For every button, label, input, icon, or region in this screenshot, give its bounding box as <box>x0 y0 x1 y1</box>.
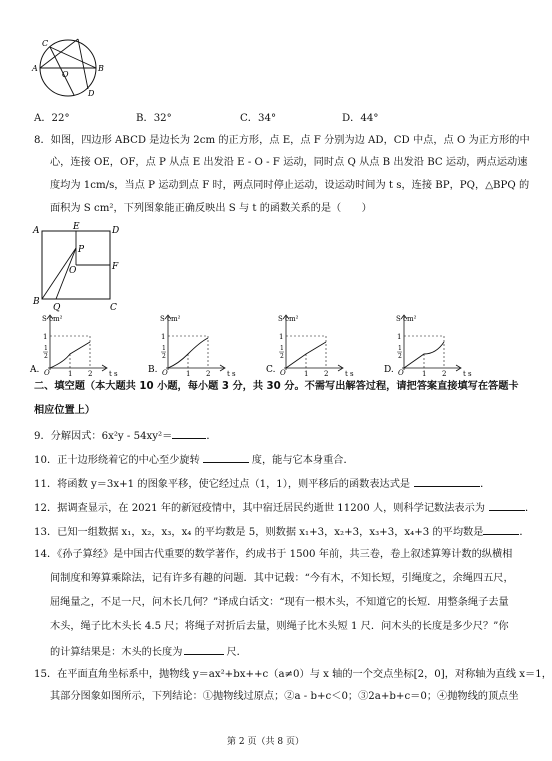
graph-y-tick-half-den: 2 <box>398 353 402 360</box>
graph-x-tick-2: 2 <box>206 370 211 378</box>
q7-option-b: B．32° <box>136 113 172 124</box>
q7-circle-figure <box>30 35 110 97</box>
q7-option-c: C．34° <box>240 113 277 124</box>
q13: 13．已知一组数据 x₁，x₂，x₃，x₄ 的平均数是 5，则数据 x₁+3，x₂+3，x₃+3，x₄+3 的平均数是 ． <box>34 524 530 540</box>
graph-x-tick-2: 2 <box>324 370 329 378</box>
graph-y-tick-1: 1 <box>161 333 166 341</box>
graph-y-tick-half-den: 2 <box>44 353 48 360</box>
graph-y-label: S cm² <box>160 315 181 323</box>
q11: 11．将函数 y＝3x+1 的图象平移，使它经过点（1，1），则平移后的函数表达式是 ． <box>34 476 490 492</box>
q13-answer-blank[interactable] <box>483 524 519 535</box>
q8-graph-option-3[interactable] <box>266 312 378 379</box>
graph-y-tick-half-num: 1 <box>44 345 48 352</box>
q8-line-4: 面积为 S cm²，下列图象能正确反映出 S 与 t 的函数关系的是（ ） <box>50 203 372 214</box>
q8-line-3: 度均为 1cm/s，当点 P 运动到点 F 时，两点同时停止运动，设运动时间为 t s，连接 BP，PQ，△BPQ 的 <box>50 180 530 191</box>
graph-x-label: t s <box>345 370 354 378</box>
graph-option-label: A. <box>30 365 40 375</box>
graph-x-tick-1: 1 <box>186 370 191 378</box>
q8-graph-option-2[interactable] <box>148 312 260 379</box>
graph-y-tick-half-den: 2 <box>280 353 284 360</box>
q8-graph-option-4[interactable] <box>384 312 496 379</box>
q8-label-o: O <box>69 266 77 276</box>
q8-label-p: P <box>78 245 85 255</box>
q8-square-figure <box>30 222 130 314</box>
q14-line-2: 间制度和筹算乘除法，记有许多有趣的问题．其中记载：“今有木，不知长短，引绳度之，余绳四五尺， <box>50 573 514 584</box>
q8-label-e: E <box>73 222 80 232</box>
graph-origin: O <box>280 369 286 377</box>
graph-y-label: S cm² <box>396 315 417 323</box>
q8-line-1: 8．如图，四边形 ABCD 是边长为 2cm 的正方形，点 E，点 F 分别为边 AD，CD 中点，点 O 为正方形的中 <box>34 135 530 146</box>
q8-label-a: A <box>33 226 40 236</box>
graph-x-tick-2: 2 <box>442 370 447 378</box>
graph-y-tick-1: 1 <box>279 333 284 341</box>
q15-line-1: 15．在平面直角坐标系中，抛物线 y＝ax²+bx++c（a≠0）与 x 轴的一个交点坐标[2，0]，对称轴为直线 x＝1， <box>34 669 552 680</box>
section2-heading-line1: 二、填空题（本大题共 10 小题，每小题 3 分，共 30 分。不需写出解答过程，请把答案直接填写在答题卡 <box>34 381 519 392</box>
q8-label-b: B <box>33 297 40 307</box>
q7-option-d: D．44° <box>342 113 379 124</box>
graph-x-label: t s <box>463 370 472 378</box>
graph-y-tick-1: 1 <box>43 333 48 341</box>
q8-label-d: D <box>112 226 120 236</box>
q14-line-5: 的计算结果是：木头的长度为 尺． <box>50 644 247 660</box>
q14-line-4: 木头，绳子比木头长 4.5 尺；将绳子对折后去量，则绳子比木头短 1 尺．问木头的长度是多少尺？”你 <box>50 621 509 632</box>
section2-heading-line2: 相应位置上） <box>34 405 96 416</box>
q7-label-c: C <box>42 39 49 48</box>
graph-option-label: C. <box>266 365 276 375</box>
q10: 10．正十边形绕着它的中心至少旋转 度，能与它本身重合． <box>34 452 354 468</box>
q8-label-f: F <box>112 262 119 272</box>
q11-answer-blank[interactable] <box>414 476 480 487</box>
graph-origin: O <box>398 369 404 377</box>
q12-answer-blank[interactable] <box>489 500 525 511</box>
graph-y-tick-1: 1 <box>397 333 402 341</box>
graph-y-label: S cm² <box>278 315 299 323</box>
q9-answer-blank[interactable] <box>172 428 206 439</box>
q7-option-a: A．22° <box>34 113 70 124</box>
graph-origin: O <box>44 369 50 377</box>
graph-y-tick-half-den: 2 <box>162 353 166 360</box>
q8-line-2: 心，连接 OE，OF，点 P 从点 E 出发沿 E - O - F 运动，同时点 Q 从点 B 出发沿 BC 运动，两点运动速 <box>50 157 528 168</box>
q14-answer-blank[interactable] <box>184 644 224 655</box>
graph-x-label: t s <box>109 370 118 378</box>
graph-x-tick-1: 1 <box>304 370 309 378</box>
graph-origin: O <box>162 369 168 377</box>
graph-x-tick-1: 1 <box>422 370 427 378</box>
q7-label-b: B <box>98 64 104 73</box>
graph-option-label: B. <box>148 365 158 375</box>
graph-option-label: D. <box>384 365 394 375</box>
q8-graph-container <box>30 312 500 376</box>
graph-y-tick-half-num: 1 <box>162 345 166 352</box>
graph-y-label: S cm² <box>42 315 63 323</box>
q7-label-a: A <box>32 64 38 73</box>
q7-label-d: D <box>88 89 95 98</box>
q10-answer-blank[interactable] <box>203 452 249 463</box>
graph-x-tick-2: 2 <box>88 370 93 378</box>
q14-line-1: 14．《孙子算经》是中国古代重要的数学著作，约成书于 1500 年前，共三卷，卷上叙述算筹计数的纵横相 <box>34 549 513 560</box>
graph-y-tick-half-num: 1 <box>398 345 402 352</box>
graph-y-tick-half-num: 1 <box>280 345 284 352</box>
q15-line-2: 其部分图象如图所示，下列结论：①抛物线过原点；②a - b+c＜0；③2a+b+c＝0；④抛物线的顶点坐 <box>50 691 519 702</box>
q14-line-3: 屈绳量之，不足一尺，问木长几何？”译成白话文：“现有一根木头，不知道它的长短．用整条绳子去量 <box>50 597 509 608</box>
q7-label-o: O <box>62 70 69 79</box>
q8-label-q: Q <box>53 303 61 313</box>
page-footer: 第 2 页（共 8 页） <box>227 737 304 747</box>
q8-graph-option-1[interactable] <box>30 312 142 379</box>
q12: 12．据调查显示，在 2021 年的新冠疫情中，其中宿迁居民约逝世 11200 人，则科学记数法表示为 ． <box>34 500 535 516</box>
graph-x-label: t s <box>227 370 236 378</box>
q8-label-c: C <box>110 303 117 313</box>
graph-x-tick-1: 1 <box>68 370 73 378</box>
q9: 9．分解因式：6x²y - 54xy²＝ ． <box>34 428 217 444</box>
